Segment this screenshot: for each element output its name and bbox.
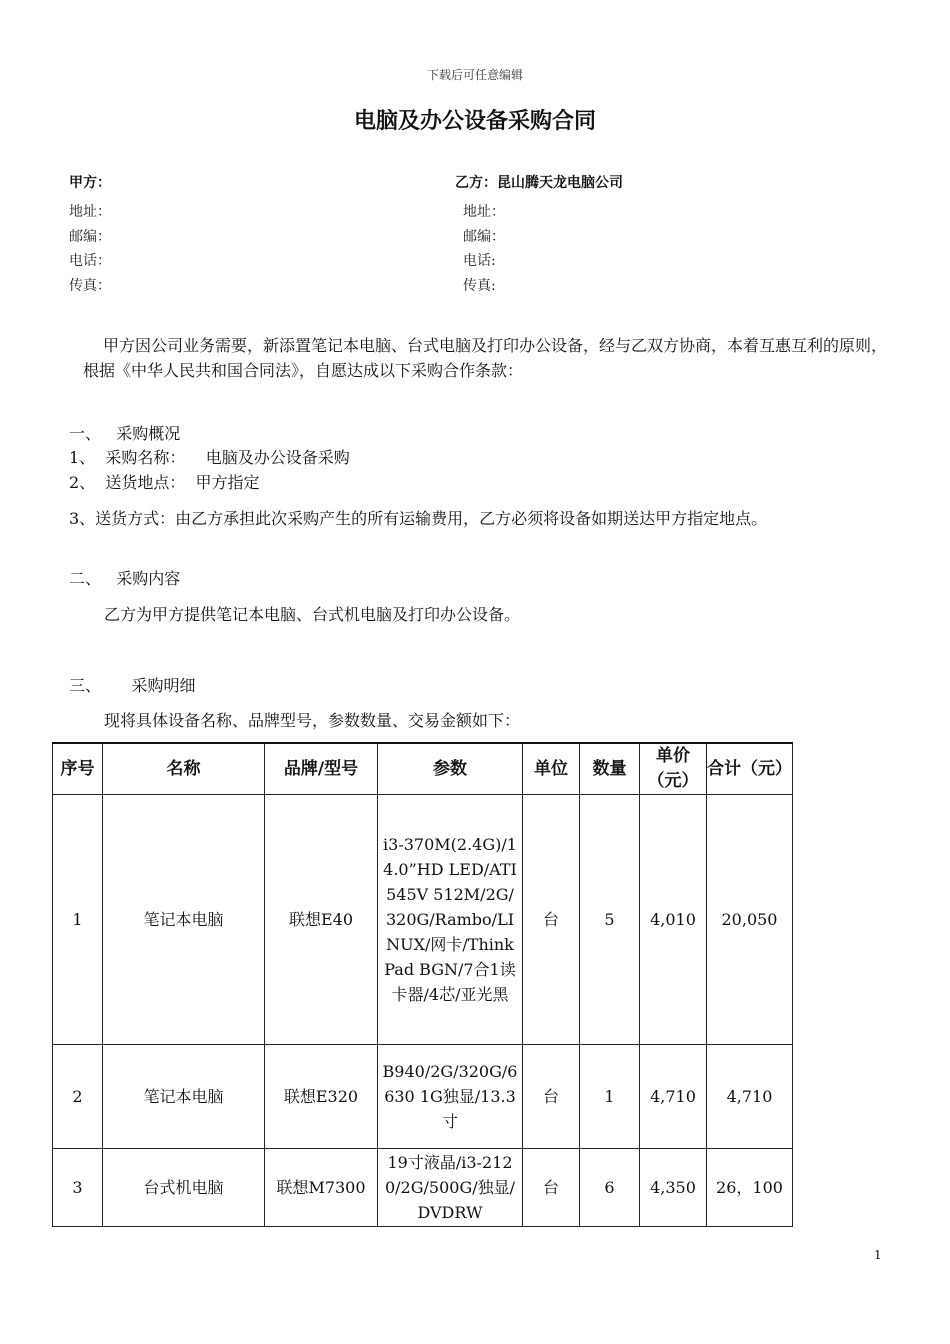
party-a-postcode: 邮编：: [69, 229, 111, 245]
party-a-label: 甲方：: [69, 175, 111, 191]
party-a-fax: 传真：: [69, 278, 111, 294]
cell-name: 台式机电脑: [103, 1149, 265, 1227]
cell-params: 19寸液晶/i3-2120/2G/500G/独显/DVDRW: [378, 1149, 523, 1227]
header-price: 单价（元）: [640, 743, 707, 795]
party-a-phone: 电话：: [69, 253, 111, 269]
cell-total: 4,710: [707, 1045, 793, 1149]
cell-price: 4,010: [640, 795, 707, 1045]
cell-brand: 联想E320: [265, 1045, 378, 1149]
cell-no: 1: [53, 795, 103, 1045]
purchase-items-table: [52, 742, 793, 1227]
page-number: 1: [874, 1248, 882, 1262]
header-total: 合计（元）: [707, 743, 793, 795]
table-header-row: [53, 743, 793, 795]
header-name: 名称: [103, 743, 265, 795]
cell-total: 20,050: [707, 795, 793, 1045]
section-1-item-1: 1、 采购名称： 电脑及办公设备采购: [69, 448, 350, 467]
cell-unit: 台: [523, 1149, 580, 1227]
cell-params: B940/2G/320G/6630 1G独显/13.3寸: [378, 1045, 523, 1149]
cell-brand: 联想E40: [265, 795, 378, 1045]
party-b-phone: 电话:: [463, 253, 496, 269]
header-qty: 数量: [580, 743, 640, 795]
cell-total: 26，100: [707, 1149, 793, 1227]
section-3-heading: 三、 采购明细: [69, 676, 196, 695]
header-params: 参数: [378, 743, 523, 795]
section-1-heading: 一、 采购概况: [69, 424, 181, 443]
section-1-item-3: 3、送货方式：由乙方承担此次采购产生的所有运输费用，乙方必须将设备如期送达甲方指定地点。: [69, 509, 768, 528]
table-row: [53, 1045, 793, 1149]
header-no: 序号: [53, 743, 103, 795]
cell-name: 笔记本电脑: [103, 1045, 265, 1149]
cell-price: 4,710: [640, 1045, 707, 1149]
section-2-heading: 二、 采购内容: [69, 569, 181, 588]
cell-qty: 6: [580, 1149, 640, 1227]
section-3-text: 现将具体设备名称、品牌型号，参数数量、交易金额如下：: [104, 711, 521, 730]
cell-no: 3: [53, 1149, 103, 1227]
cell-params: i3-370M(2.4G)/14.0”HD LED/ATI545V 512M/2G/320G/Rambo/LINUX/网卡/ThinkPad BGN/7合1读卡器/4芯/亚光黑: [378, 795, 523, 1045]
cell-unit: 台: [523, 1045, 580, 1149]
cell-brand: 联想M7300: [265, 1149, 378, 1227]
party-a-address: 地址：: [69, 204, 111, 220]
party-b-address: 地址：: [463, 204, 505, 220]
party-b-label: 乙方：昆山腾天龙电脑公司: [455, 175, 623, 191]
cell-qty: 1: [580, 1045, 640, 1149]
cell-unit: 台: [523, 795, 580, 1045]
party-b-postcode: 邮编：: [463, 229, 505, 245]
cell-no: 2: [53, 1045, 103, 1149]
header-brand: 品牌/型号: [265, 743, 378, 795]
watermark-text: 下载后可任意编辑: [426, 68, 523, 82]
document-title: 电脑及办公设备采购合同: [353, 109, 596, 134]
party-b-fax: 传真:: [463, 278, 496, 294]
section-1-item-2: 2、 送货地点： 甲方指定: [69, 473, 260, 492]
cell-name: 笔记本电脑: [103, 795, 265, 1045]
cell-qty: 5: [580, 795, 640, 1045]
header-unit: 单位: [523, 743, 580, 795]
table-row: [53, 1149, 793, 1227]
table-row: [53, 795, 793, 1045]
cell-price: 4,350: [640, 1149, 707, 1227]
section-2-text: 乙方为甲方提供笔记本电脑、台式机电脑及打印办公设备。: [104, 605, 521, 624]
intro-paragraph: 甲方因公司业务需要，新添置笔记本电脑、台式电脑及打印办公设备，经与乙双方协商，本着互惠互利的原则，根据《中华人民共和国合同法》，自愿达成以下采购合作条款：: [83, 336, 888, 380]
